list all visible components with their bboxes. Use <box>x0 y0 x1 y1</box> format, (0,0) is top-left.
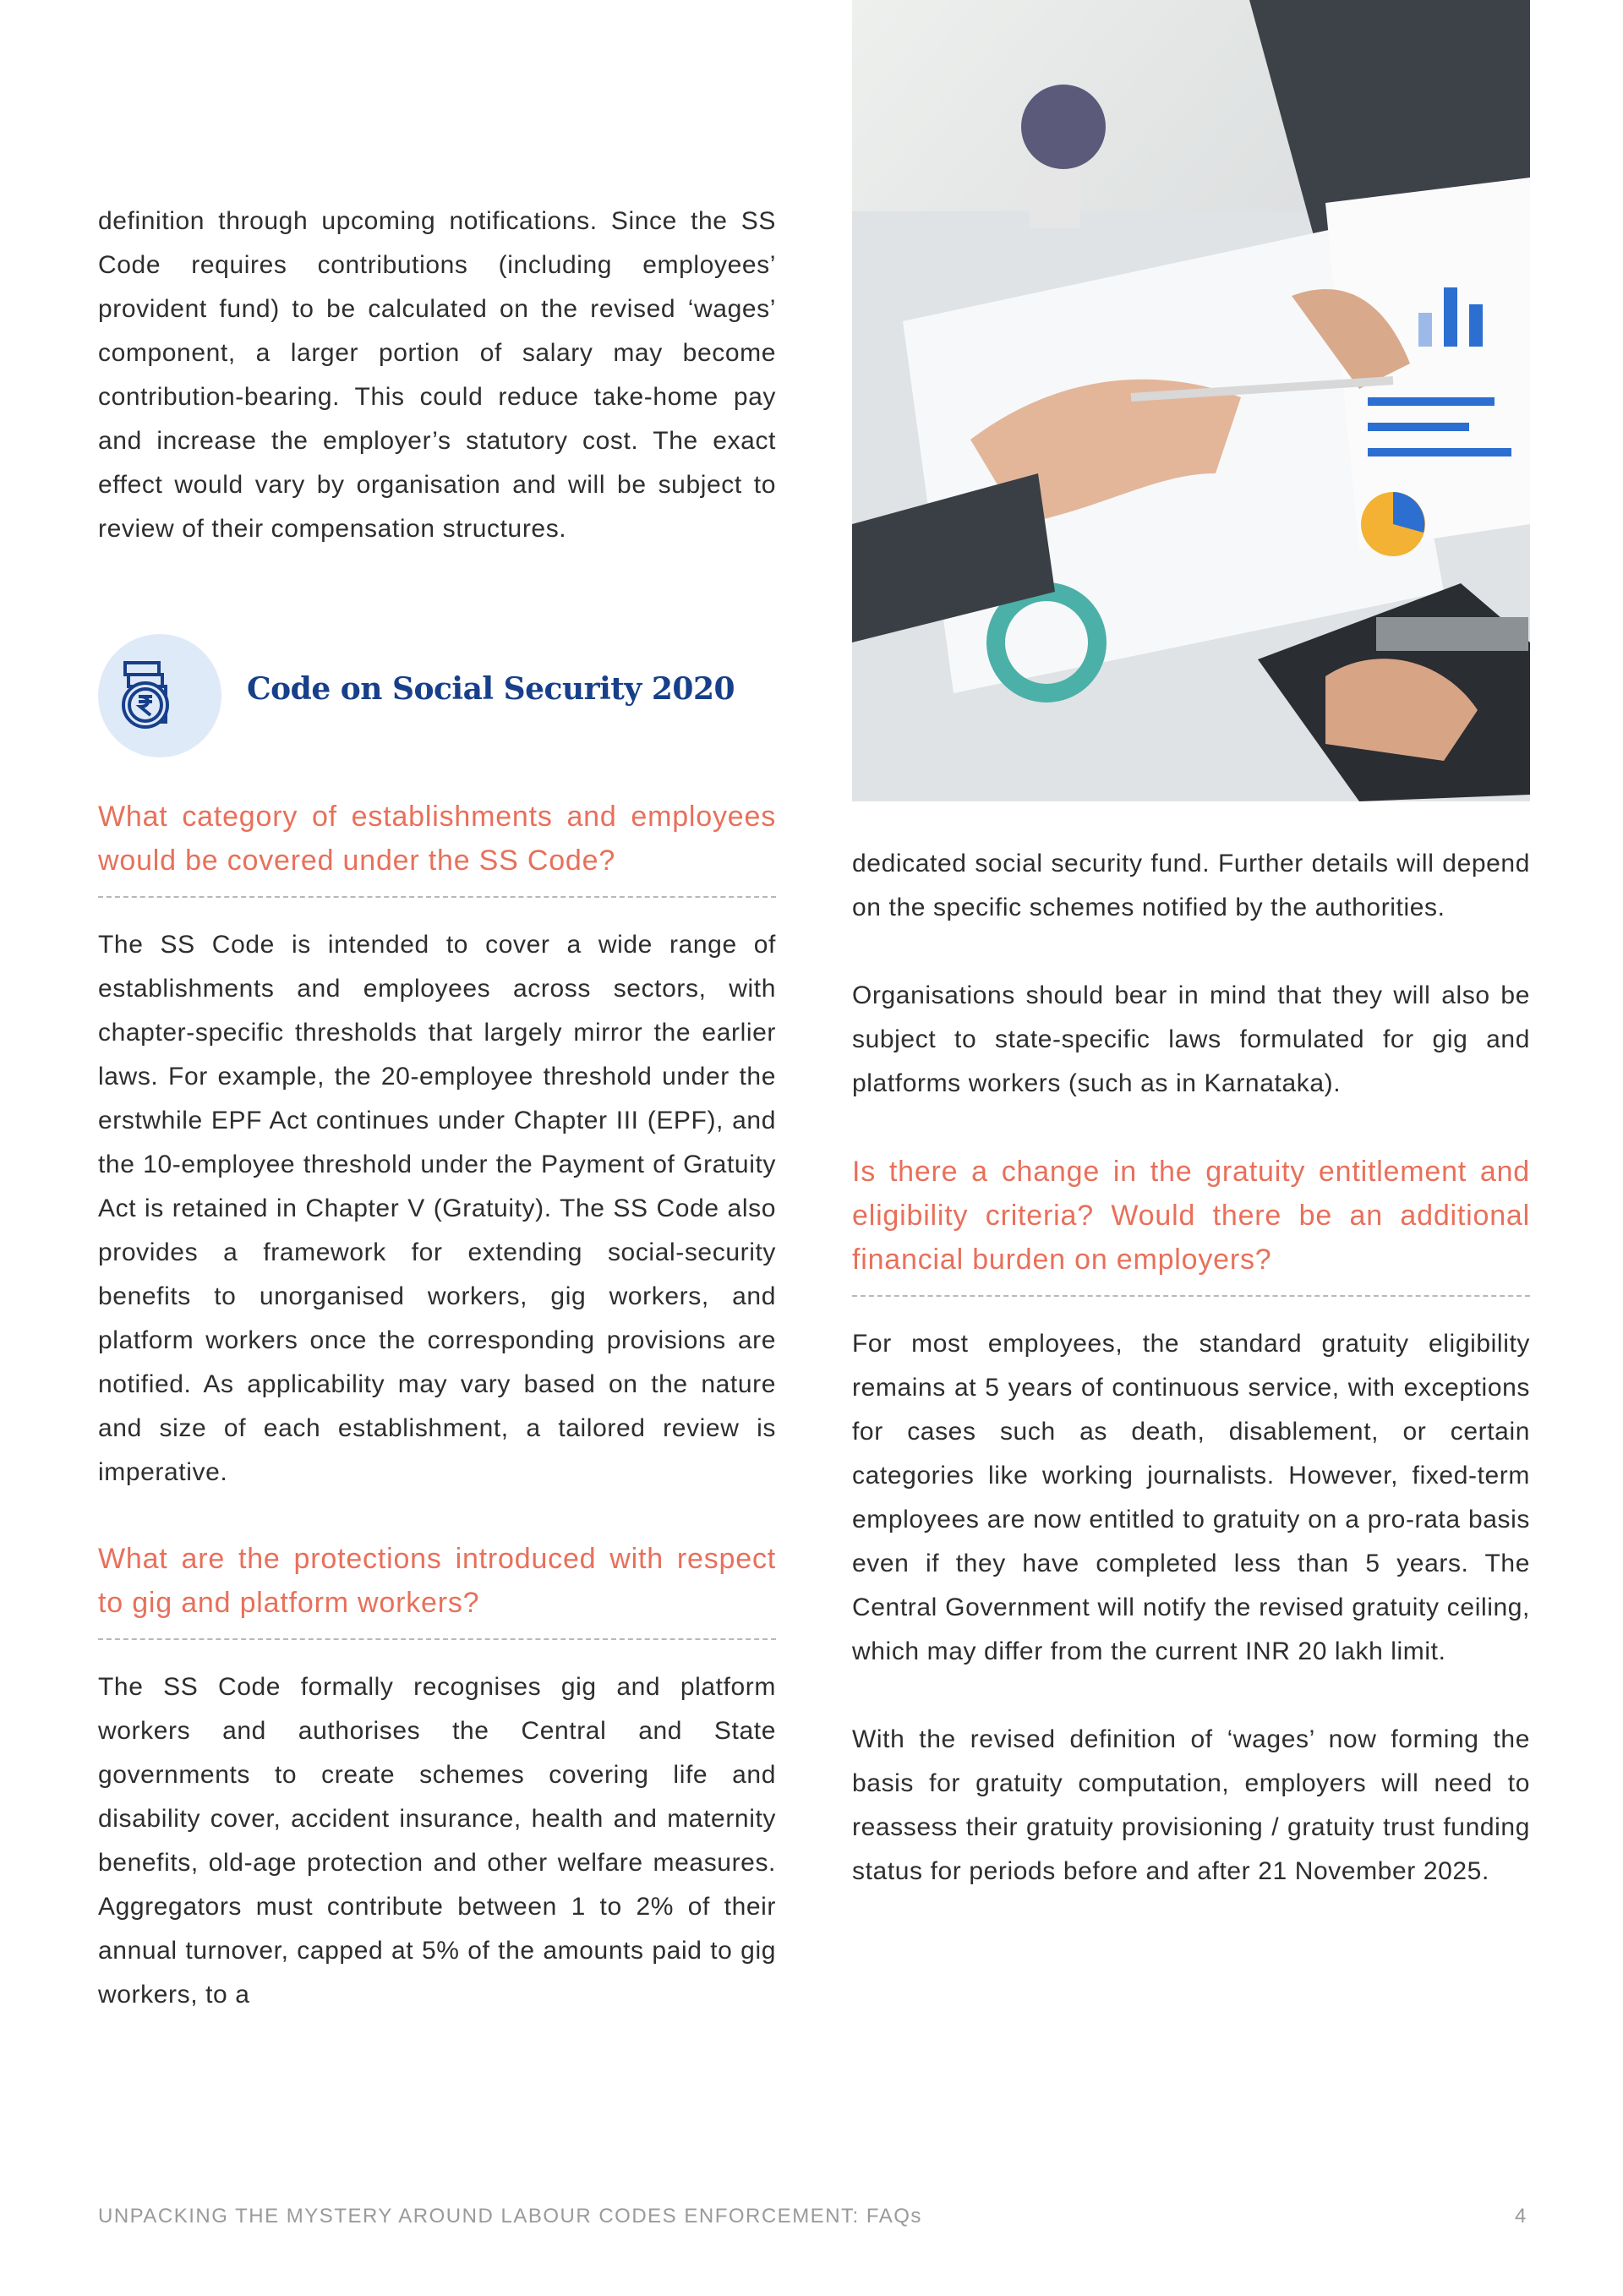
divider <box>98 1638 776 1640</box>
divider <box>852 1295 1530 1297</box>
intro-paragraph: definition through upcoming notifications. Since the SS Code requires contributions (including employees’ provident fund) to be calculated on the revised ‘wages’ component, a larger portion of salary may become contribution-bearing. This could reduce take-home pay and increase the employer’s statutory cost. The exact effect would vary by organisation and will be subject to review of their compensation structures. <box>98 207 776 543</box>
answer-gratuity-wages: With the revised definition of ‘wages’ now forming the basis for gratuity computation, employers will need to reassess their gratuity provisioning / gratuity trust funding status for periods before and after 21 November 2025. <box>852 1725 1530 1885</box>
business-meeting-photo <box>852 0 1530 801</box>
right-column <box>852 842 1530 1894</box>
answer-gig-workers: The SS Code formally recognises gig and platform workers and authorises the Central and State governments to create schemes covering life and disability cover, accident insurance, health and maternity benefits, old-age protection and other welfare measures. Aggregators must contribute between 1 to 2% of their annual turnover, capped at 5% of the amounts paid to gig workers, to a <box>98 1673 776 2009</box>
state-laws-note: Organisations should bear in mind that they will also be subject to state-specific laws formulated for gig and platforms workers (such as in Karnataka). <box>852 981 1530 1097</box>
rupee-coins-icon <box>98 634 221 757</box>
answer-coverage: The SS Code is intended to cover a wide range of establishments and employees across sectors, with chapter-specific thresholds that largely mirror the earlier laws. For example, the 20-employee threshold under the erstwhile EPF Act continues under Chapter III (EPF), and the 10-employee threshold under the Payment of Gratuity Act is retained in Chapter V (Gratuity). The SS Code also provides a framework for extending social-security benefits to unorganised workers, gig workers, and platform workers once the corresponding provisions are notified. As applicability may vary based on the nature and size of each establishment, a tailored review is imperative. <box>98 931 776 1486</box>
section-icon-circle <box>98 634 221 757</box>
question-coverage: What category of establishments and employees would be covered under the SS Code? <box>98 801 776 877</box>
divider <box>98 896 776 898</box>
section-title: Code on Social Security 2020 <box>247 671 735 707</box>
question-gratuity: Is there a change in the gratuity entitlement and eligibility criteria? Would there be an additional financial burden on employers? <box>852 1156 1530 1276</box>
question-gig-workers: What are the protections introduced with respect to gig and platform workers? <box>98 1543 776 1619</box>
footer-title: UNPACKING THE MYSTERY AROUND LABOUR CODES ENFORCEMENT: FAQs <box>98 2205 922 2228</box>
answer-gratuity: For most employees, the standard gratuity eligibility remains at 5 years of continuous service, with exceptions for cases such as death, disablement, or certain categories like working journalists. However, fixed-term employees are now entitled to gratuity on a pro-rata basis even if they have completed less than 5 years. The Central Government will notify the revised gratuity ceiling, which may differ from the current INR 20 lakh limit. <box>852 1330 1530 1665</box>
answer-gig-workers-continued: dedicated social security fund. Further details will depend on the specific schemes notified by the authorities. <box>852 850 1530 921</box>
page-number: 4 <box>1515 2205 1527 2228</box>
left-column <box>98 200 776 551</box>
